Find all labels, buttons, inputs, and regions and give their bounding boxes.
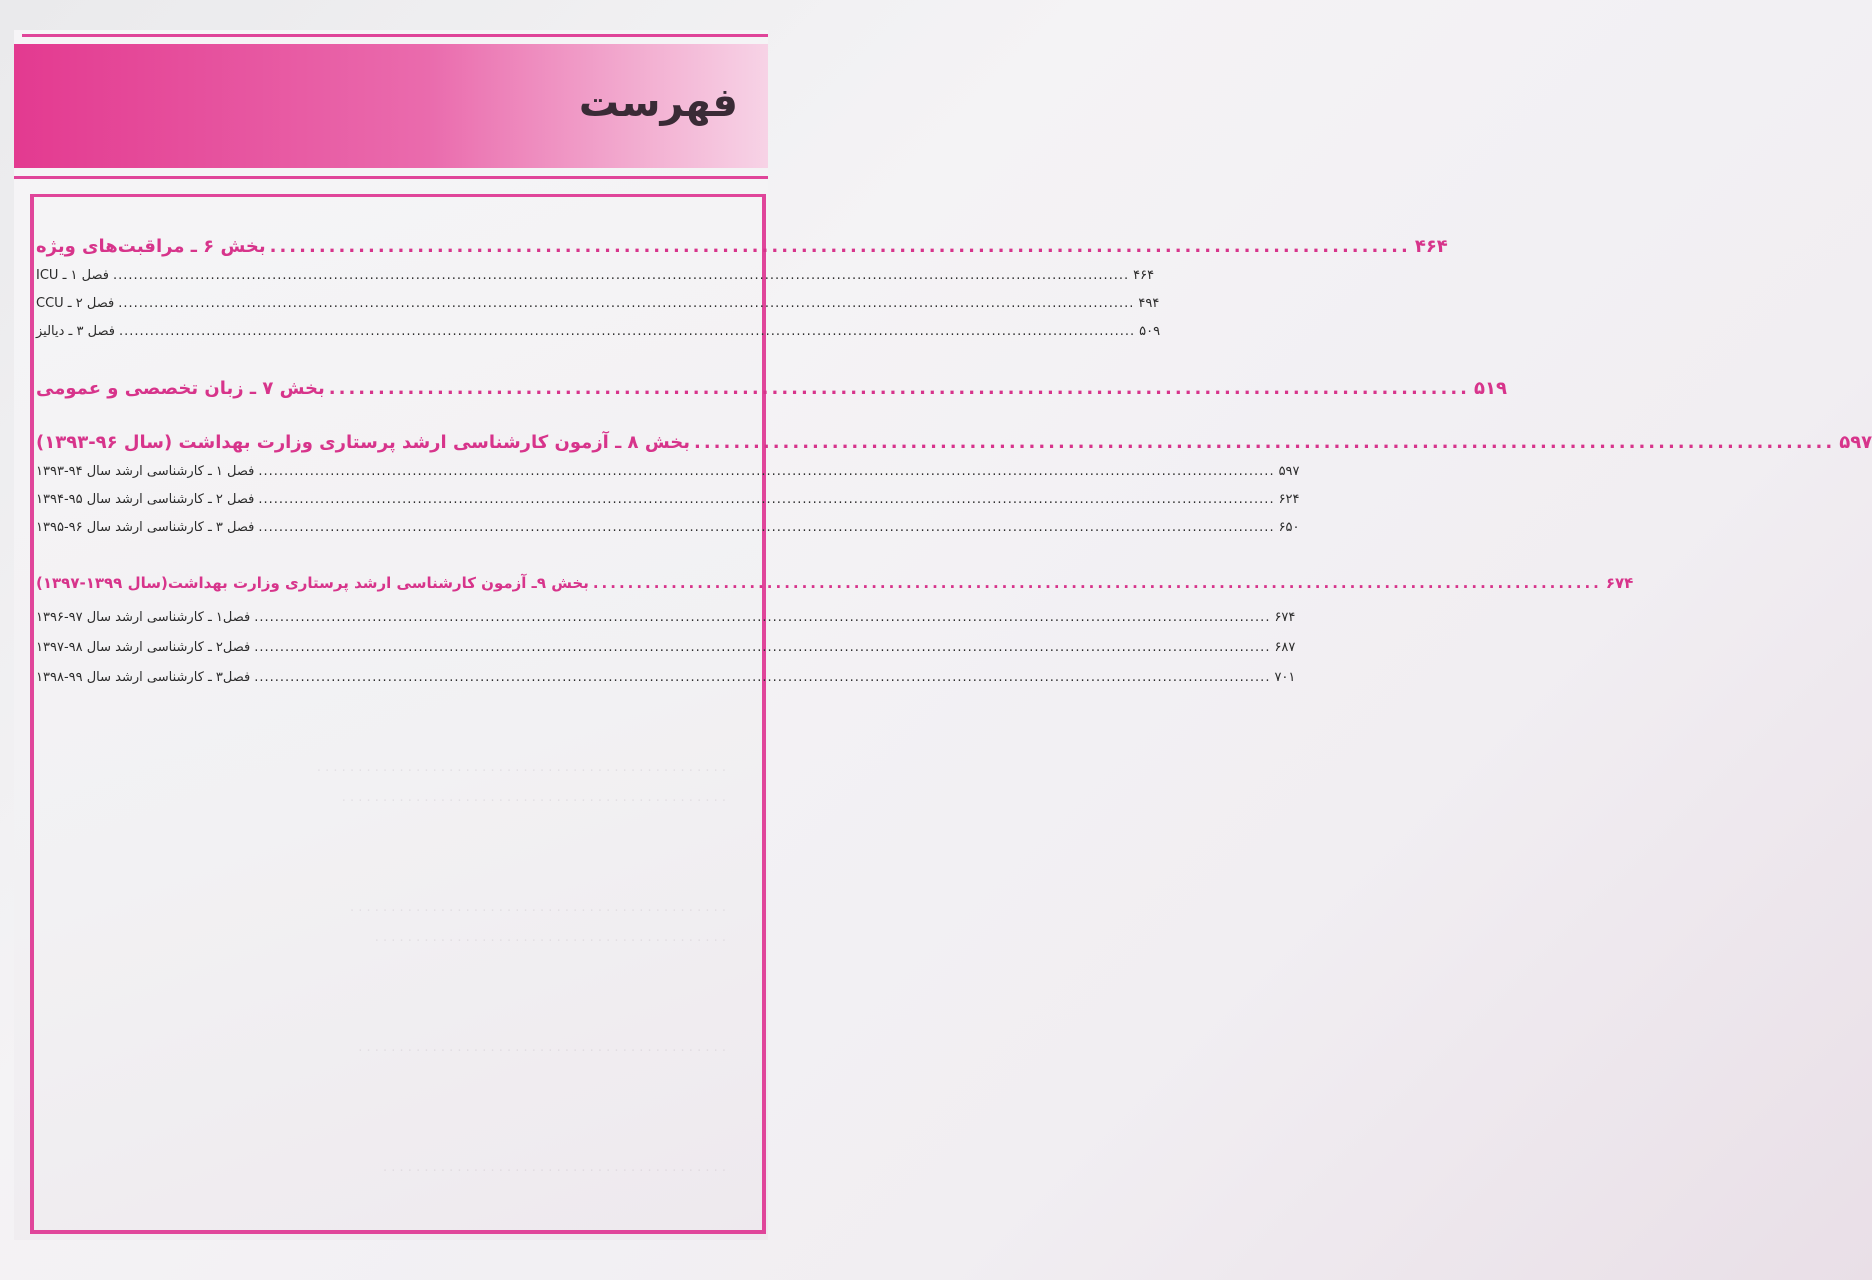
- leader-dots: ....................................................................................................................: [328, 378, 1470, 399]
- toc-entry-page: ۵۹۷: [1278, 464, 1300, 479]
- toc-entry-label: بخش ۹ـ آزمون کارشناسی ارشد پرستاری وزارت بهداشت(سال ۱۳۹۹-۱۳۹۷): [36, 574, 589, 592]
- header-rule: [14, 176, 768, 179]
- toc-entry[interactable]: [36, 670, 1296, 685]
- leader-dots: ....................................................................................................................: [592, 574, 1602, 592]
- toc-entry-page: ۷۰۱: [1274, 670, 1296, 685]
- toc-entry-page: ۴۶۴: [1133, 268, 1155, 283]
- toc-entry[interactable]: [36, 378, 1507, 399]
- leader-dots: ......................................................................................................................................................................................................: [112, 268, 1130, 283]
- leader-dots: ......................................................................................................................................................................................................: [118, 296, 1135, 311]
- leader-dots: ......................................................................................................................................................................................................: [254, 670, 1271, 685]
- toc-entry-page: ۵۱۹: [1474, 378, 1507, 399]
- toc-entry[interactable]: [36, 610, 1296, 625]
- toc-entry[interactable]: [36, 492, 1300, 507]
- toc-entry-page: ۶۲۴: [1278, 492, 1300, 507]
- bleed-through-line: . . . . . . . . . . . . . . . . . . . . . . . . . . . . . . . . . . . . . . . . . . .: [374, 930, 726, 945]
- toc-entry-page: ۵۹۷: [1839, 432, 1872, 453]
- toc-entry-label: فصل ۳ ـ کارشناسی ارشد سال ۹۶-۱۳۹۵: [36, 520, 255, 535]
- toc-entry-label: فصل۳ ـ کارشناسی ارشد سال ۹۹-۱۳۹۸: [36, 670, 251, 685]
- toc-entry[interactable]: [36, 296, 1160, 311]
- bleed-through-line: . . . . . . . . . . . . . . . . . . . . . . . . . . . . . . . . . . . . . . . . . . . . . . .: [341, 790, 726, 805]
- toc-entry-label: فصل۲ ـ کارشناسی ارشد سال ۹۸-۱۳۹۷: [36, 640, 251, 655]
- toc-entry-label: بخش ۷ ـ زبان تخصصی و عمومی: [36, 378, 325, 399]
- toc-entry-page: ۴۹۴: [1138, 296, 1160, 311]
- toc-entry[interactable]: [36, 324, 1161, 339]
- toc-entry-page: ۴۶۴: [1414, 236, 1448, 257]
- leader-dots: ......................................................................................................................................................................................................: [258, 492, 1275, 507]
- leader-dots: ......................................................................................................................................................................................................: [118, 324, 1136, 339]
- toc-entry[interactable]: [36, 640, 1296, 655]
- toc-entry-page: ۶۵۰: [1278, 520, 1300, 535]
- toc-entry[interactable]: [36, 574, 1634, 592]
- toc-entry-label: فصل۱ ـ کارشناسی ارشد سال ۹۷-۱۳۹۶: [36, 610, 251, 625]
- toc-entry[interactable]: [36, 268, 1155, 283]
- toc-entry-page: ۵۰۹: [1139, 324, 1161, 339]
- toc-entry[interactable]: [36, 464, 1300, 479]
- toc-entry-label: فصل ۱ ـ ICU: [36, 268, 109, 283]
- content-frame: [30, 194, 766, 1234]
- toc-entry-page: ۶۷۴: [1605, 574, 1634, 592]
- toc-entry[interactable]: [36, 236, 1448, 257]
- toc-entry-label: فصل ۲ ـ کارشناسی ارشد سال ۹۵-۱۳۹۴: [36, 492, 255, 507]
- toc-entry[interactable]: [36, 520, 1300, 535]
- bleed-through-line: . . . . . . . . . . . . . . . . . . . . . . . . . . . . . . . . . . . . . . . . . . . . . .: [349, 900, 726, 915]
- toc-entry[interactable]: [36, 432, 1872, 453]
- page-title: فهرست: [578, 80, 738, 126]
- toc-entry-page: ۶۷۴: [1274, 610, 1296, 625]
- bleed-through-line: . . . . . . . . . . . . . . . . . . . . . . . . . . . . . . . . . . . . . . . . . .: [383, 1160, 726, 1175]
- bleed-through-line: . . . . . . . . . . . . . . . . . . . . . . . . . . . . . . . . . . . . . . . . . . . . .: [358, 1040, 726, 1055]
- leader-dots: ....................................................................................................................: [694, 432, 1836, 453]
- leader-dots: ......................................................................................................................................................................................................: [258, 464, 1275, 479]
- toc-entry-label: فصل ۲ ـ CCU: [36, 296, 115, 311]
- leader-dots: ......................................................................................................................................................................................................: [254, 640, 1271, 655]
- toc-entry-label: فصل ۱ ـ کارشناسی ارشد سال ۹۴-۱۳۹۳: [36, 464, 255, 479]
- bleed-through-line: . . . . . . . . . . . . . . . . . . . . . . . . . . . . . . . . . . . . . . . . . . . . . . . . . .: [316, 760, 726, 775]
- toc-entry-label: بخش ۶ ـ مراقبت‌های ویژه: [36, 236, 266, 257]
- top-rule: [22, 34, 768, 37]
- leader-dots: ....................................................................................................................: [269, 236, 1411, 257]
- toc-entry-label: فصل ۳ ـ دیالیز: [36, 324, 115, 339]
- leader-dots: ......................................................................................................................................................................................................: [254, 610, 1271, 625]
- toc-entry-label: بخش ۸ ـ آزمون کارشناسی ارشد پرستاری وزارت بهداشت (سال ۹۶-۱۳۹۳): [36, 432, 690, 453]
- leader-dots: ......................................................................................................................................................................................................: [258, 520, 1275, 535]
- toc-entry-page: ۶۸۷: [1274, 640, 1296, 655]
